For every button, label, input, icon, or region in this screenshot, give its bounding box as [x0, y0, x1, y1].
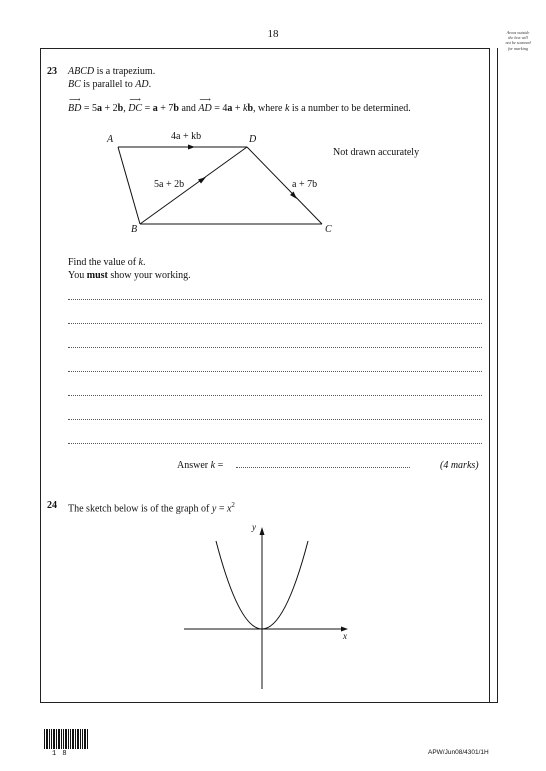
vector-a: a [152, 103, 158, 114]
vector-ad: ⟶ AD [198, 95, 212, 114]
margin-note [494, 30, 542, 51]
variable-k: k [210, 460, 216, 471]
variable-k: k [243, 103, 248, 114]
answer-equals: = [215, 460, 224, 471]
working-line[interactable] [68, 395, 482, 396]
working-emphasis: must [86, 270, 108, 281]
q23-tail-text: is a number to be determined. [289, 103, 411, 114]
y-axis-label: y [252, 522, 256, 532]
vector-a: a [96, 103, 102, 114]
barcode-digits: 1 8 [52, 750, 68, 758]
q23-line2-end: . [148, 79, 152, 90]
parabola-curve [216, 541, 308, 629]
arrow-ad [188, 145, 195, 150]
not-drawn-accurately-note: Not drawn accurately [333, 147, 420, 158]
vector-ad-plus: + [232, 103, 244, 114]
working-line[interactable] [68, 323, 482, 324]
vector-bd-label: BD [68, 103, 82, 114]
variable-x: x [226, 503, 232, 515]
q23-side-bc: BC [68, 79, 81, 90]
working-line[interactable] [68, 371, 482, 372]
vector-ad-label: AD [198, 103, 212, 114]
q23-statement-line2 [68, 78, 151, 91]
vertex-label-d: D [249, 134, 257, 145]
vector-dc-label: DC [128, 103, 143, 114]
frame-left-rule [40, 48, 41, 703]
margin-note-line: not be scanned [505, 40, 531, 46]
question-number-23: 23 [47, 66, 57, 77]
side-label-dc: a + 7b [292, 179, 318, 190]
working-line[interactable] [68, 347, 482, 348]
vector-bd: ⟶ BD [68, 95, 82, 114]
y-axis-arrow [260, 527, 265, 535]
barcode [44, 729, 88, 749]
page-number: 18 [267, 28, 279, 40]
vector-b: b [247, 103, 254, 114]
arrow-dc [290, 192, 297, 200]
frame-bottom-rule [40, 702, 497, 703]
vertex-label-a: A [107, 134, 114, 145]
find-end: . [143, 257, 146, 268]
working-text: You [68, 270, 87, 281]
variable-k: k [138, 257, 143, 268]
variable-k: k [284, 103, 290, 114]
vector-b: b [173, 103, 179, 114]
margin-note-line: Areas outside [506, 30, 530, 35]
side-bd [140, 147, 247, 224]
vector-bd-eq: = 5 [81, 103, 97, 114]
q23-line2-text: is parallel to [80, 79, 136, 90]
working-line[interactable] [68, 419, 482, 420]
answer-text: Answer [177, 460, 211, 471]
vector-bd-plus: + 2 [101, 103, 118, 114]
vector-b: b [117, 103, 124, 114]
q24-text: The sketch below is of the graph of [68, 503, 212, 515]
q23-side-ad: AD [135, 79, 149, 90]
q23-line1-text: is a trapezium. [94, 66, 156, 77]
working-text: show your working. [107, 270, 191, 281]
frame-top-rule [40, 48, 490, 49]
side-ab [118, 147, 140, 224]
vector-dc: ⟶ DC [128, 95, 143, 114]
vertex-label-c: C [325, 224, 332, 235]
side-label-bd: 5a + 2b [154, 179, 185, 190]
x-axis-arrow [341, 627, 348, 632]
q23-statement-line1 [68, 65, 155, 78]
arrow-bd [198, 177, 206, 184]
side-label-ad: 4a + kb [171, 131, 202, 142]
vector-a: a [227, 103, 233, 114]
q23-tail-text: , where [253, 103, 285, 114]
x-axis-label: x [343, 631, 347, 641]
equation-equals: = [216, 503, 227, 515]
working-line[interactable] [68, 299, 482, 300]
separator: , [123, 103, 129, 114]
conjunction: and [178, 103, 199, 114]
find-text: Find the value of [68, 257, 139, 268]
answer-line[interactable] [236, 467, 410, 468]
q23-find-instruction [68, 256, 146, 269]
vertex-label-b: B [131, 224, 138, 235]
working-line[interactable] [68, 443, 482, 444]
side-dc [247, 147, 322, 224]
margin-rule [497, 48, 498, 703]
q24-statement [68, 499, 235, 515]
vector-dc-plus: + 7 [157, 103, 174, 114]
q23-working-instruction [68, 269, 191, 282]
exponent: 2 [231, 501, 235, 509]
q23-trapezium-name: ABCD [68, 66, 95, 77]
q23-marks: (4 marks) [440, 460, 479, 471]
q23-answer-label [177, 459, 223, 472]
vector-ad-eq: = 4 [211, 103, 228, 114]
margin-note-line: the box will [508, 35, 528, 41]
margin-note-line: for marking [508, 45, 528, 51]
vector-dc-eq: = [142, 103, 153, 114]
paper-reference-code: APW/Jun08/4301/1H [428, 749, 489, 756]
question-number-24: 24 [47, 500, 57, 511]
variable-y: y [211, 503, 217, 515]
q23-vector-definitions [68, 95, 411, 115]
frame-right-rule [489, 48, 490, 703]
